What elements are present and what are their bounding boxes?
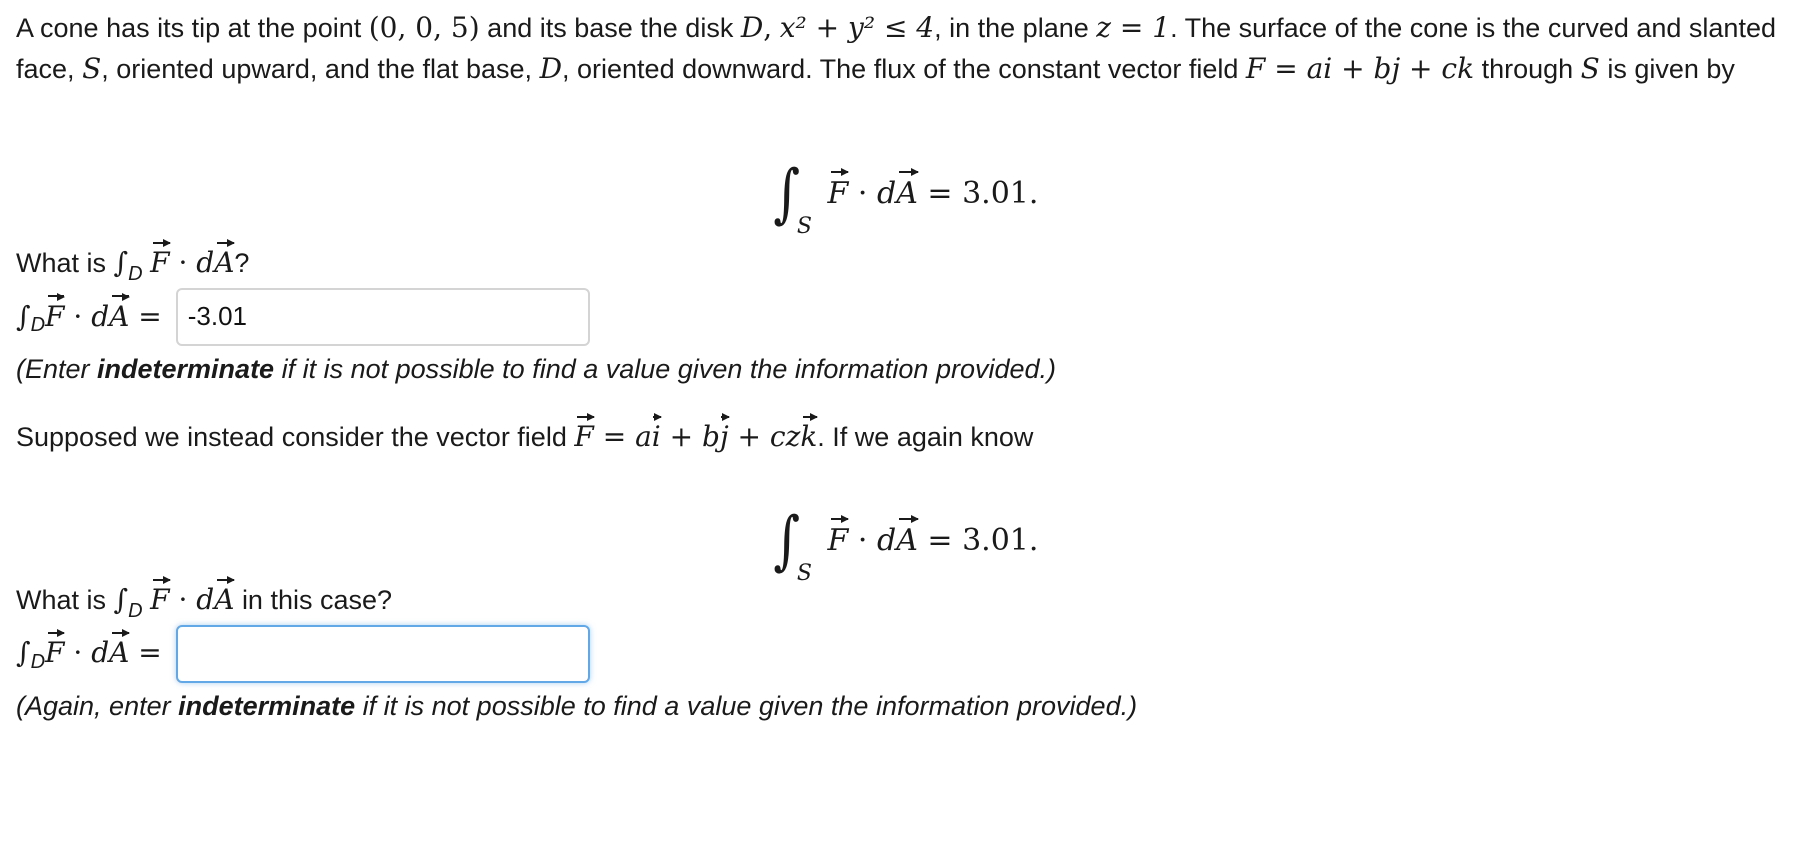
answer-input-2[interactable]	[176, 625, 590, 683]
intro-text: , oriented downward. The flux of the constant vector field	[562, 53, 1239, 84]
hint-keyword: indeterminate	[97, 353, 275, 384]
question-text: What is	[16, 248, 107, 279]
tip-point: (0, 0, 5)	[368, 11, 480, 44]
disk-name: D	[740, 11, 764, 44]
surface-name: S	[82, 51, 102, 85]
intro-text: . The surface of the cone is the curved and slanted face,	[16, 13, 1776, 84]
question-text: in this case?	[241, 584, 393, 615]
hint-keyword: indeterminate	[178, 690, 356, 721]
hint-1	[16, 348, 1792, 391]
problem-intro: A cone has its tip at the point (0, 0, 5) and its base the disk D, x² + y² ≤ 4, in the plane z = 1. The surface of the cone is the curved and slanted face, S, oriented upward, and the flat base, D, oriented downward. The flux of the constant vector field F = ai + bj + ck through S is given by	[16, 11, 1776, 85]
answer-row-2: ∫ D F · d A =	[16, 623, 1792, 685]
intro-text: , in the plane	[934, 13, 1089, 43]
intro-text: A cone has its tip at the point	[16, 13, 362, 43]
hint-text: (Enter	[16, 353, 98, 384]
question-text: What is	[16, 584, 107, 615]
intro-text: Supposed we instead consider the vector field	[16, 422, 567, 453]
part-2-intro: Supposed we instead consider the vector field F = ai + bj + czk. If we again know	[16, 415, 1792, 460]
flux-equation-2: $\int_S$ F · dA = 3.01.	[16, 478, 1792, 548]
plane-equation: z = 1	[1096, 11, 1171, 44]
intro-text: . If we again know	[817, 422, 1034, 453]
question-text: ?	[234, 248, 250, 279]
intro-text: , oriented upward, and the flat base,	[101, 53, 533, 84]
flux-value: = 3.01.	[927, 522, 1039, 558]
surface-name: S	[1580, 51, 1600, 85]
flux-value: = 3.01.	[927, 176, 1039, 212]
integral-sign-icon: ∫	[772, 503, 800, 578]
flux-equation-1: $\int_S$ F · dA = 3.01.	[16, 131, 1792, 201]
base-name: D	[539, 51, 563, 85]
hint-text: (Again, enter	[16, 690, 179, 721]
question-2: What is $\int_D$ F · dA in this case?	[16, 578, 1792, 623]
disk-inequality: x² + y² ≤ 4	[779, 11, 935, 44]
problem-content	[16, 8, 1792, 728]
intro-text: and its base the disk	[487, 13, 734, 43]
question-1: What is $\int_D$ F · dA?	[16, 241, 1792, 286]
integral-sign-icon: ∫	[772, 157, 800, 232]
intro-text: through	[1481, 53, 1574, 84]
hint-text: if it is not possible to find a value given the information provided.)	[355, 690, 1138, 721]
hint-2	[16, 685, 1792, 728]
vector-field-1: F = ai + bj + ck	[1245, 51, 1475, 85]
intro-text: is given by	[1607, 53, 1735, 84]
answer-row-1: ∫ D F · d A = -3.01	[16, 286, 1792, 348]
hint-text: if it is not possible to find a value given the information provided.)	[274, 353, 1057, 384]
answer-input-1[interactable]: -3.01	[176, 288, 590, 346]
